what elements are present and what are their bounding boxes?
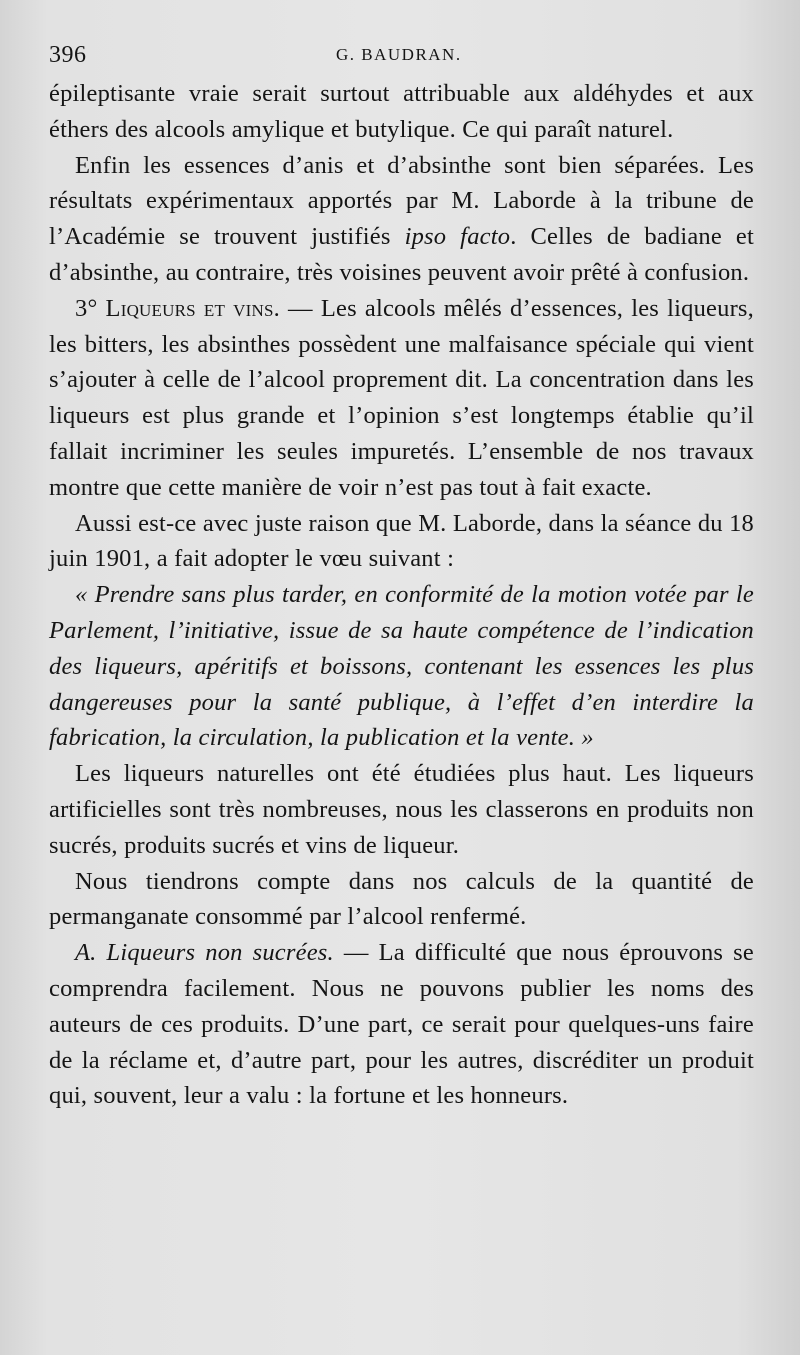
page-body [49,76,754,1114]
section-heading: A. Liqueurs non sucrées. [75,939,334,967]
page-header [49,42,753,70]
italic-phrase: ipso facto [404,223,511,251]
paragraph-permanganate: Nous tiendrons compte dans nos calculs de la quantité de permanganate consommé par l’alcool renfermé. [49,867,754,931]
paragraph-essences [49,148,754,291]
paragraph-non-sucrees [49,935,754,1114]
running-head: G. BAUDRAN. [336,45,462,64]
paragraph-continuation: épileptisante vraie serait surtout attribuable aux aldéhydes et aux éthers des alcools amylique et butylique. Ce qui paraît naturel. [49,80,754,143]
page-number: 396 [49,42,87,68]
paragraph-text: Enfin les essences d’anis et d’absinthe sont bien séparées. Les résultats expérimentaux apportés par M. Laborde à la tribune de l’Académie se trouvent justifiés [49,151,754,251]
paragraph-text: . Celles de badiane et d’absinthe, au contraire, très voisines peuvent avoir prêté à confusion. [49,223,754,286]
paragraph-liqueurs-naturelles: Les liqueurs naturelles ont été étudiées plus haut. Les liqueurs artificielles sont très nombreuses, nous les classerons en produits non sucrés, produits sucrés et vins de liqueur. [49,760,754,859]
paragraph-text: — La difficulté que nous éprouvons se comprendra facilement. Nous ne pouvons publier les noms des auteurs de ces produits. D’une part, ce serait pour quelques-uns faire de la réclame et, d’autre part, pour les autres, discréditer un produit qui, souvent, leur a valu : la fortune et les honneurs. [49,939,754,1110]
paragraph-text: — Les alcools mêlés d’essences, les liqueurs, les bitters, les absinthes possèdent une malfaisance spéciale qui vient s’ajouter à celle de l’alcool proprement dit. La concentration dans les liqueurs est plus grande et l’opinion s’est longtemps établie qu’il fallait incriminer les seules impuretés. L’ensemble de nos travaux montre que cette manière de voir n’est pas tout à fait exacte. [49,294,754,501]
quoted-resolution: « Prendre sans plus tarder, en conformité de la motion votée par le Parlement, l’initiative, issue de sa haute compétence de l’indication des liqueurs, apéritifs et boissons, contenant les essences les plus dangereuses pour la santé publique, à l’effet d’en interdire la fabrication, la circulation, la publication et la vente. » [49,581,754,752]
paragraph-liqueurs-vins [49,291,754,506]
paragraph-laborde: Aussi est-ce avec juste raison que M. Laborde, dans la séance du 18 juin 1901, a fait adopter le vœu suivant : [49,509,754,573]
section-heading: 3° Liqueurs et vins. [75,294,280,322]
